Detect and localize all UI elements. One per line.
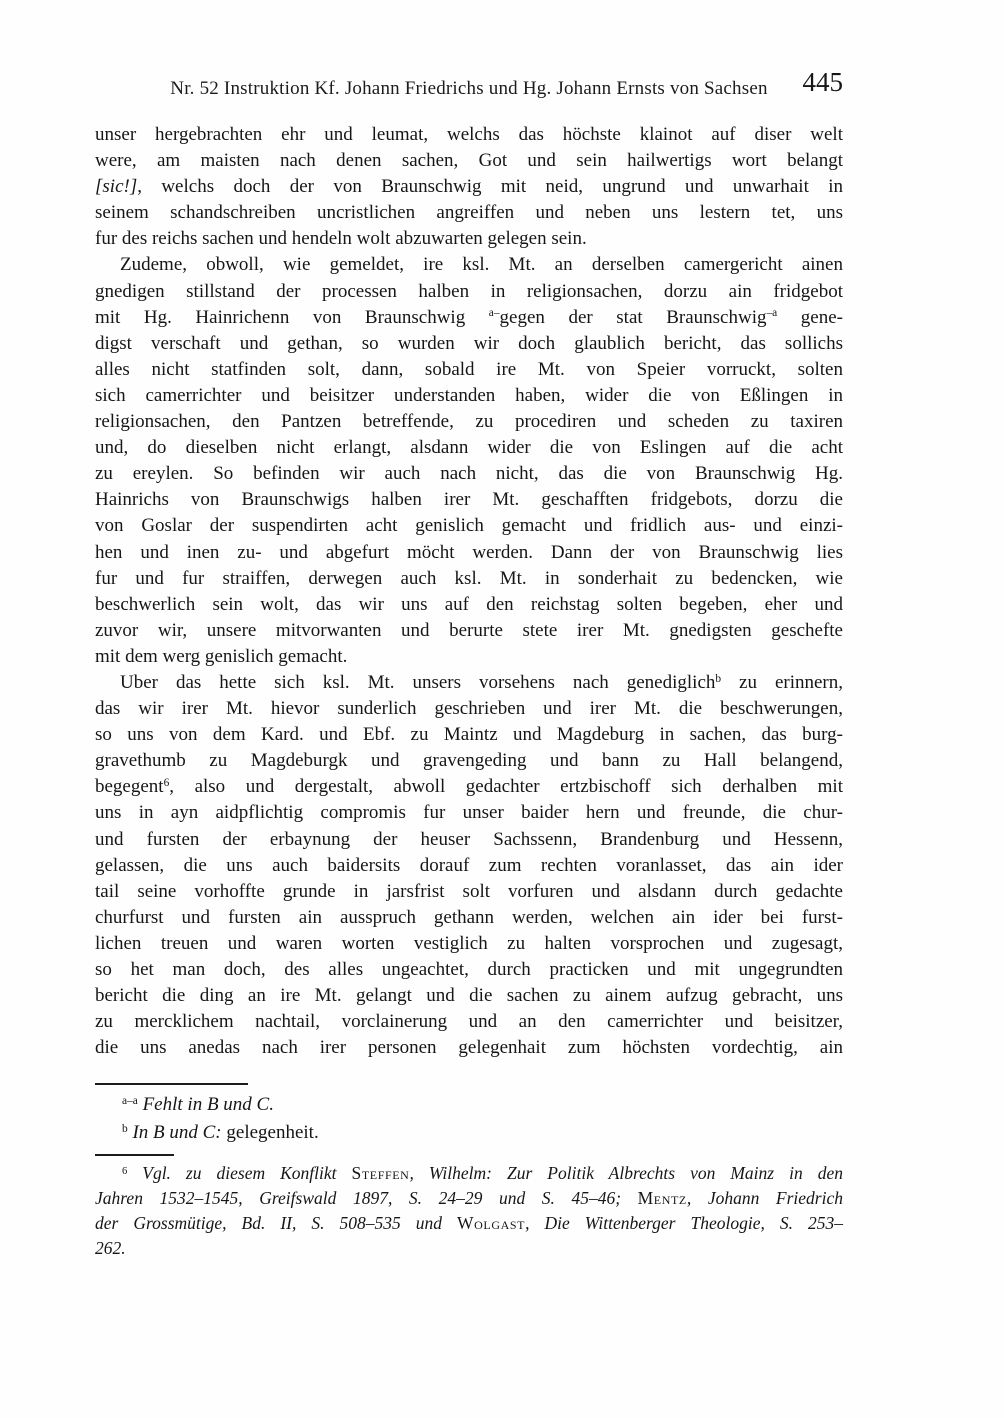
text-line [95,879,843,905]
text-line [95,644,843,670]
text-line [95,357,843,383]
text-segment: mit Hg. Hainrichenn von Braunschwig [95,306,489,328]
text-segment: zu erinnern, [721,671,844,693]
text-line [95,148,843,174]
text-segment: beschwerlich sein wolt, das wir uns auf den reichstag solten begeben, eher und [95,593,843,615]
text-segment: gegen der stat Braunschwig [499,306,767,328]
text-segment: und, do dieselben nicht erlangt, alsdann wider die von Eslingen auf die acht [95,437,843,459]
text-line [95,722,843,748]
text-line [95,696,843,722]
superscript-mark: b [122,1123,128,1136]
text-line [95,853,843,879]
italic-segment: , Die Wittenberger Theologie, S. 253– [525,1213,843,1234]
page-number: 445 [802,67,843,97]
apparatus-note [95,1091,843,1119]
italic-segment: [sic!] [95,176,138,198]
superscript-mark: 6 [122,1165,128,1177]
italic-segment: Vgl. zu diesem Konflikt [127,1163,352,1184]
text-line [95,174,843,200]
text-line [95,383,843,409]
text-segment: gelassen, die uns auch baidersits dorauf zum rechten voranlasset, das ain ider [95,854,843,876]
smallcaps-name: Steffen [351,1163,410,1184]
critical-apparatus [95,1091,843,1147]
text-segment: tail seine vorhoffte grunde in jarsfrist solt vorfuren und alsdann durch gedachte [95,880,843,902]
text-line [95,983,843,1009]
italic-segment: der Grossmütige, Bd. II, S. 508–535 und [95,1213,458,1234]
superscript-mark: 6 [163,777,170,790]
text-segment: uns in ayn aidpflichtig compromis fur unser baider hern und freunde, die chur- [95,802,843,824]
paragraph [95,122,843,252]
text-line [95,305,843,331]
text-segment: so het man doch, des alles ungeachtet, durch practicken und mit ungegrundten [95,959,843,980]
text-segment: begegent [95,776,164,798]
text-line [95,331,843,357]
text-line [95,618,843,644]
text-segment: seinem schandschreiben uncristlichen angreiffen und neben uns lestern tet, uns [95,202,843,224]
text-segment: so uns von dem Kard. und Ebf. zu Maintz und Magdeburg in sachen, das burg- [95,724,843,746]
text-segment: zuvor wir, unsere mitvorwanten und berurte stete irer Mt. gnedigsten geschefte [95,619,843,641]
text-line [95,774,843,800]
main-text-block [95,122,843,1061]
italic-segment: , Wilhelm: Zur Politik Albrechts von Mainz in den [409,1163,843,1184]
text-segment: unser hergebrachten ehr und leumat, welchs das höchste klainot auf diser welt [95,124,843,145]
text-segment: were, am maisten nach denen sachen, Got und sein hailwertigs wort belangt [95,150,843,172]
text-segment: bericht die ding an ire Mt. gelangt und die sachen zu ainem aufzug gebracht, uns [95,985,843,1007]
text-segment: das wir irer Mt. hievor sunderlich geschrieben und irer Mt. die beschwerungen, [95,698,843,720]
text-segment: alles nicht statfinden solt, dann, sobald ire Mt. von Speier vorruckt, solten [95,358,843,380]
text-segment: Zudeme, obwoll, wie gemeldet, ire ksl. Mt. an derselben camergericht ainen [120,254,843,276]
text-segment: von Goslar der suspendirten acht genislich gemacht und fridlich aus- und einzi- [95,515,843,537]
footnote-line [95,1211,843,1236]
text-line [95,540,843,566]
text-line [95,435,843,461]
text-line [95,461,843,487]
text-line [95,931,843,957]
text-segment: sich camerrichter und beisitzer understanden haben, wider die von Eßlingen in [95,384,843,406]
text-line [95,513,843,539]
paragraph [95,252,843,670]
smallcaps-name: Wolgast [457,1213,526,1234]
apparatus-note [95,1119,843,1147]
text-line [95,748,843,774]
text-segment: religionsachen, den Pantzen betreffende, zu procediren und scheden zu taxiren [95,411,843,433]
superscript-mark: a–a [122,1095,138,1108]
text-line [95,957,843,983]
italic-segment: In B und C: [127,1122,222,1144]
text-segment: und fursten der erbaynung der heuser Sachssenn, Brandenburg und Hessenn, [95,828,843,850]
superscript-mark: a– [488,307,500,320]
text-segment: , welchs doch der von Braunschwig mit neid, ungrund und unwarhait in [137,176,843,198]
text-segment: gene- [777,306,843,328]
text-segment: fur des reichs sachen und hendeln wolt abzuwarten gelegen sein. [95,228,587,250]
text-segment: lichen treuen und waren worten vestiglich zu halten vorsprochen und zugesagt, [95,932,843,954]
italic-segment: Fehlt in B und C. [137,1094,274,1116]
running-header-title: Nr. 52 Instruktion Kf. Johann Friedrichs und Hg. Johann Ernsts von Sachsen [170,78,768,99]
text-line [95,200,843,226]
page-header [95,67,843,102]
footnote-line [95,1186,843,1211]
italic-segment: , Johann Friedrich [686,1188,843,1209]
text-line [95,566,843,592]
text-segment: mit dem werg genislich gemacht. [95,645,348,667]
paragraph [95,670,843,1061]
text-segment: Hainrichs von Braunschwigs halben irer Mt. geschafften fridgebots, dorzu die [95,489,843,511]
text-line [95,226,843,252]
text-segment: Uber das hette sich ksl. Mt. unsers vorsehens nach genediglich [120,671,716,693]
text-line [95,1009,843,1035]
text-segment: , also und dergestalt, abwoll gedachter ertzbischoff sich derhalben mit [169,776,843,798]
text-segment: digst verschaft und gethan, so wurden wir doch glaublich bericht, das sollichs [95,332,843,354]
text-line [95,800,843,826]
footnote-line [95,1161,843,1186]
text-line [95,252,843,278]
text-line [95,409,843,435]
superscript-mark: –a [766,307,778,320]
footnote-line [95,1236,843,1261]
superscript-mark: b [715,672,722,685]
text-segment: fur und fur straiffen, derwegen auch ksl. Mt. in sonderhait zu bedencken, wie [95,567,843,589]
smallcaps-name: Mentz [637,1188,687,1209]
footnotes-block [95,1161,843,1261]
text-line [95,122,843,148]
text-segment: die uns anedas nach irer personen gelegenhait zum höchsten vordechtig, ain [95,1037,843,1059]
italic-segment: 262. [95,1238,126,1259]
text-line [95,905,843,931]
text-line [95,827,843,853]
text-line [95,487,843,513]
apparatus-divider-rule [95,1083,248,1085]
text-line [95,279,843,305]
text-line [95,592,843,618]
text-segment: zu mercklichem nachtail, vorclainerung und an den camerrichter und beisitzer, [95,1011,843,1033]
text-segment: hen und inen zu- und abgefurt möcht werden. Dann der von Braunschwig lies [95,541,843,563]
text-line [95,1035,843,1061]
text-line [95,670,843,696]
text-segment: churfurst und fursten ain ausspruch gethann werden, welchen ain ider bei furst- [95,906,843,928]
text-segment: gravethumb zu Magdeburgk und gravengeding und bann zu Hall belangend, [95,750,843,772]
text-segment: gnedigen stillstand der processen halben in religionsachen, dorzu ain fridgebot [95,280,843,302]
italic-segment: Jahren 1532–1545, Greifswald 1897, S. 24–29 und S. 45–46; [95,1188,638,1209]
footnote-divider-rule [95,1154,174,1156]
text-segment: zu ereylen. So befinden wir auch nach nicht, das die von Braunschwig Hg. [95,463,843,485]
text-segment: gelegenheit. [221,1122,319,1144]
